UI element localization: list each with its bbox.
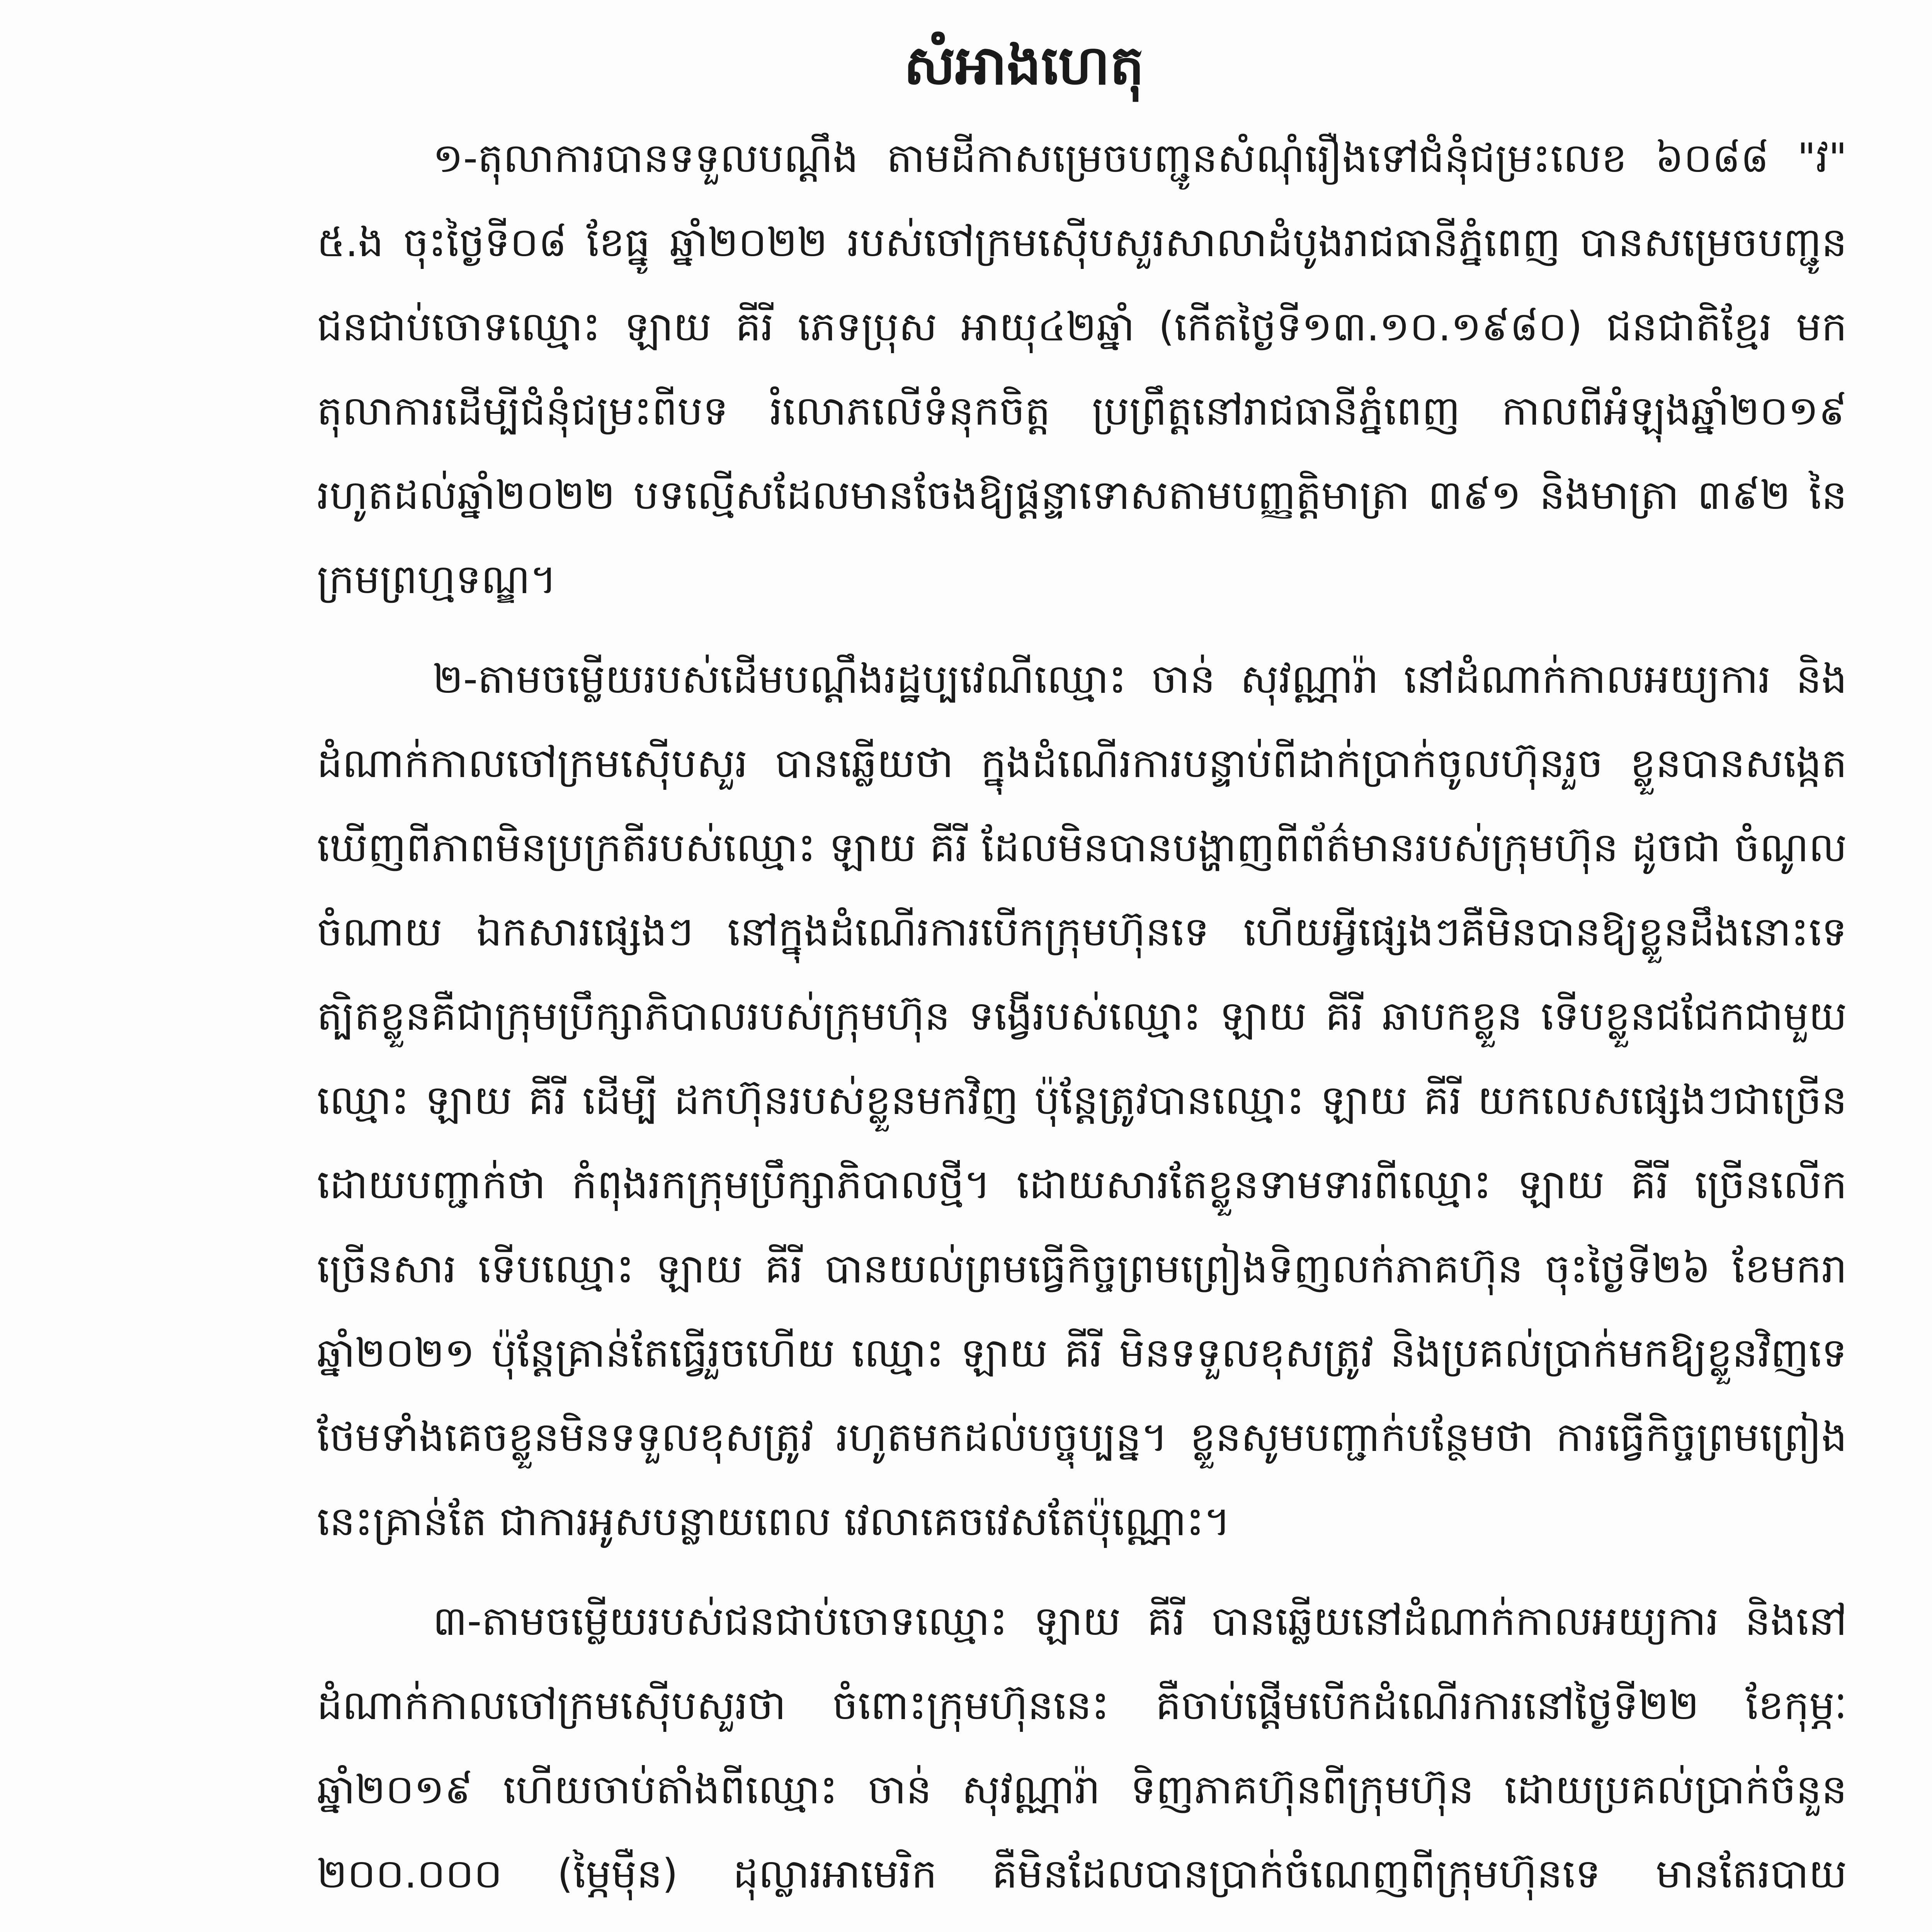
paragraph-3: ៣-តាមចម្លើយរបស់ជនជាប់ចោទឈ្មោះ ឡាយ គីរី បានឆ្លើយនៅដំណាក់កាលអយ្យការ និងនៅដំណាក់កាលចៅក្រមស៊ើបសួរថា ចំពោះក្រុមហ៊ុននេះ គឺចាប់ផ្ដើមបើកដំណើរការនៅថ្ងៃទី២២ ខែកុម្ភៈ ឆ្នាំ២០១៩ ហើយចាប់តាំងពីឈ្មោះ ចាន់ សុវណ្ណារ៉ា ទិញភាគហ៊ុនពីក្រុមហ៊ុន ដោយប្រគល់ប្រាក់ចំនួន ២០០.០០០ (ម្ភៃម៉ឺន) ដុល្លារអាមេរិក គឺមិនដែលបានប្រាក់ចំណេញពីក្រុមហ៊ុនទេ មានតែរបាយ (317, 1597, 1847, 1897)
document-heading: សំអាងហេតុ (903, 34, 1145, 97)
paragraph-1: ១-តុលាការបានទទួលបណ្ដឹង តាមដីកាសម្រេចបញ្ជូនសំណុំរឿងទៅជំនុំជម្រះលេខ ៦០៨៨ "វ" ៥.ង ចុះថ្ងៃទី០៨ ខែធ្នូ ឆ្នាំ២០២២ របស់ចៅក្រមស៊ើបសួរសាលាដំបូងរាជធានីភ្នំពេញ បានសម្រេចបញ្ជូនជនជាប់ចោទឈ្មោះ ឡាយ គីរី ភេទប្រុស អាយុ៤២ឆ្នាំ (កើតថ្ងៃទី១៣.១០.១៩៨០) ជនជាតិខ្មែរ មកតុលាការដើម្បីជំនុំជម្រះពីបទ រំលោភលើទំនុកចិត្ត ប្រព្រឹត្តនៅរាជធានីភ្នំពេញ កាលពីអំឡុងឆ្នាំ២០១៩ រហូតដល់ឆ្នាំ២០២២ បទល្មើសដែលមានចែងឱ្យផ្ដន្ទាទោសតាមបញ្ញត្តិមាត្រា ៣៩១ និងមាត្រា ៣៩២ នៃក្រមព្រហ្មទណ្ឌ។ (317, 134, 1847, 603)
document-body (317, 116, 1847, 1932)
paragraph-2: ២-តាមចម្លើយរបស់ដើមបណ្ដឹងរដ្ឋប្បវេណីឈ្មោះ ចាន់ សុវណ្ណារ៉ា នៅដំណាក់កាលអយ្យការ និងដំណាក់កាលចៅក្រមស៊ើបសួរ បានឆ្លើយថា ក្នុងដំណើរការបន្ទាប់ពីដាក់ប្រាក់ចូលហ៊ុនរួច ខ្លួនបានសង្កេតឃើញពីភាពមិនប្រក្រតីរបស់ឈ្មោះ ឡាយ គីរី ដែលមិនបានបង្ហាញពីព័ត៌មានរបស់ក្រុមហ៊ុន ដូចជា ចំណូល ចំណាយ ឯកសារផ្សេងៗ នៅក្នុងដំណើរការបើកក្រុមហ៊ុនទេ ហើយអ្វីផ្សេងៗគឺមិនបានឱ្យខ្លួនដឹងនោះទេ ត្បិតខ្លួនគឺជាក្រុមប្រឹក្សាភិបាលរបស់ក្រុមហ៊ុន ទង្វើរបស់ឈ្មោះ ឡាយ គីរី ឆាបកខ្លួន ទើបខ្លួនជជែកជាមួយឈ្មោះ ឡាយ គីរី ដើម្បី ដកហ៊ុនរបស់ខ្លួនមកវិញ ប៉ុន្តែត្រូវបានឈ្មោះ ឡាយ គីរី យកលេសផ្សេងៗជាច្រើនដោយបញ្ជាក់ថា កំពុងរកក្រុមប្រឹក្សាភិបាលថ្មី។ ដោយសារតែខ្លួនទាមទារពីឈ្មោះ ឡាយ គីរី ច្រើនលើកច្រើនសារ ទើបឈ្មោះ ឡាយ គីរី បានយល់ព្រមធ្វើកិច្ចព្រមព្រៀងទិញលក់ភាគហ៊ុន ចុះថ្ងៃទី២៦ ខែមករា ឆ្នាំ២០២១ ប៉ុន្តែគ្រាន់តែធ្វើរួចហើយ ឈ្មោះ ឡាយ គីរី មិនទទួលខុសត្រូវ និងប្រគល់ប្រាក់មកឱ្យខ្លួនវិញទេ ថែមទាំងគេចខ្លួនមិនទទួលខុសត្រូវ រហូតមកដល់បច្ចុប្បន្ន។ ខ្លួនសូមបញ្ជាក់បន្ថែមថា ការធ្វើកិច្ចព្រមព្រៀងនេះគ្រាន់តែ ជាការអូសបន្លាយពេល វេលាគេចវេសតែប៉ុណ្ណោះ។ (317, 655, 1847, 1545)
